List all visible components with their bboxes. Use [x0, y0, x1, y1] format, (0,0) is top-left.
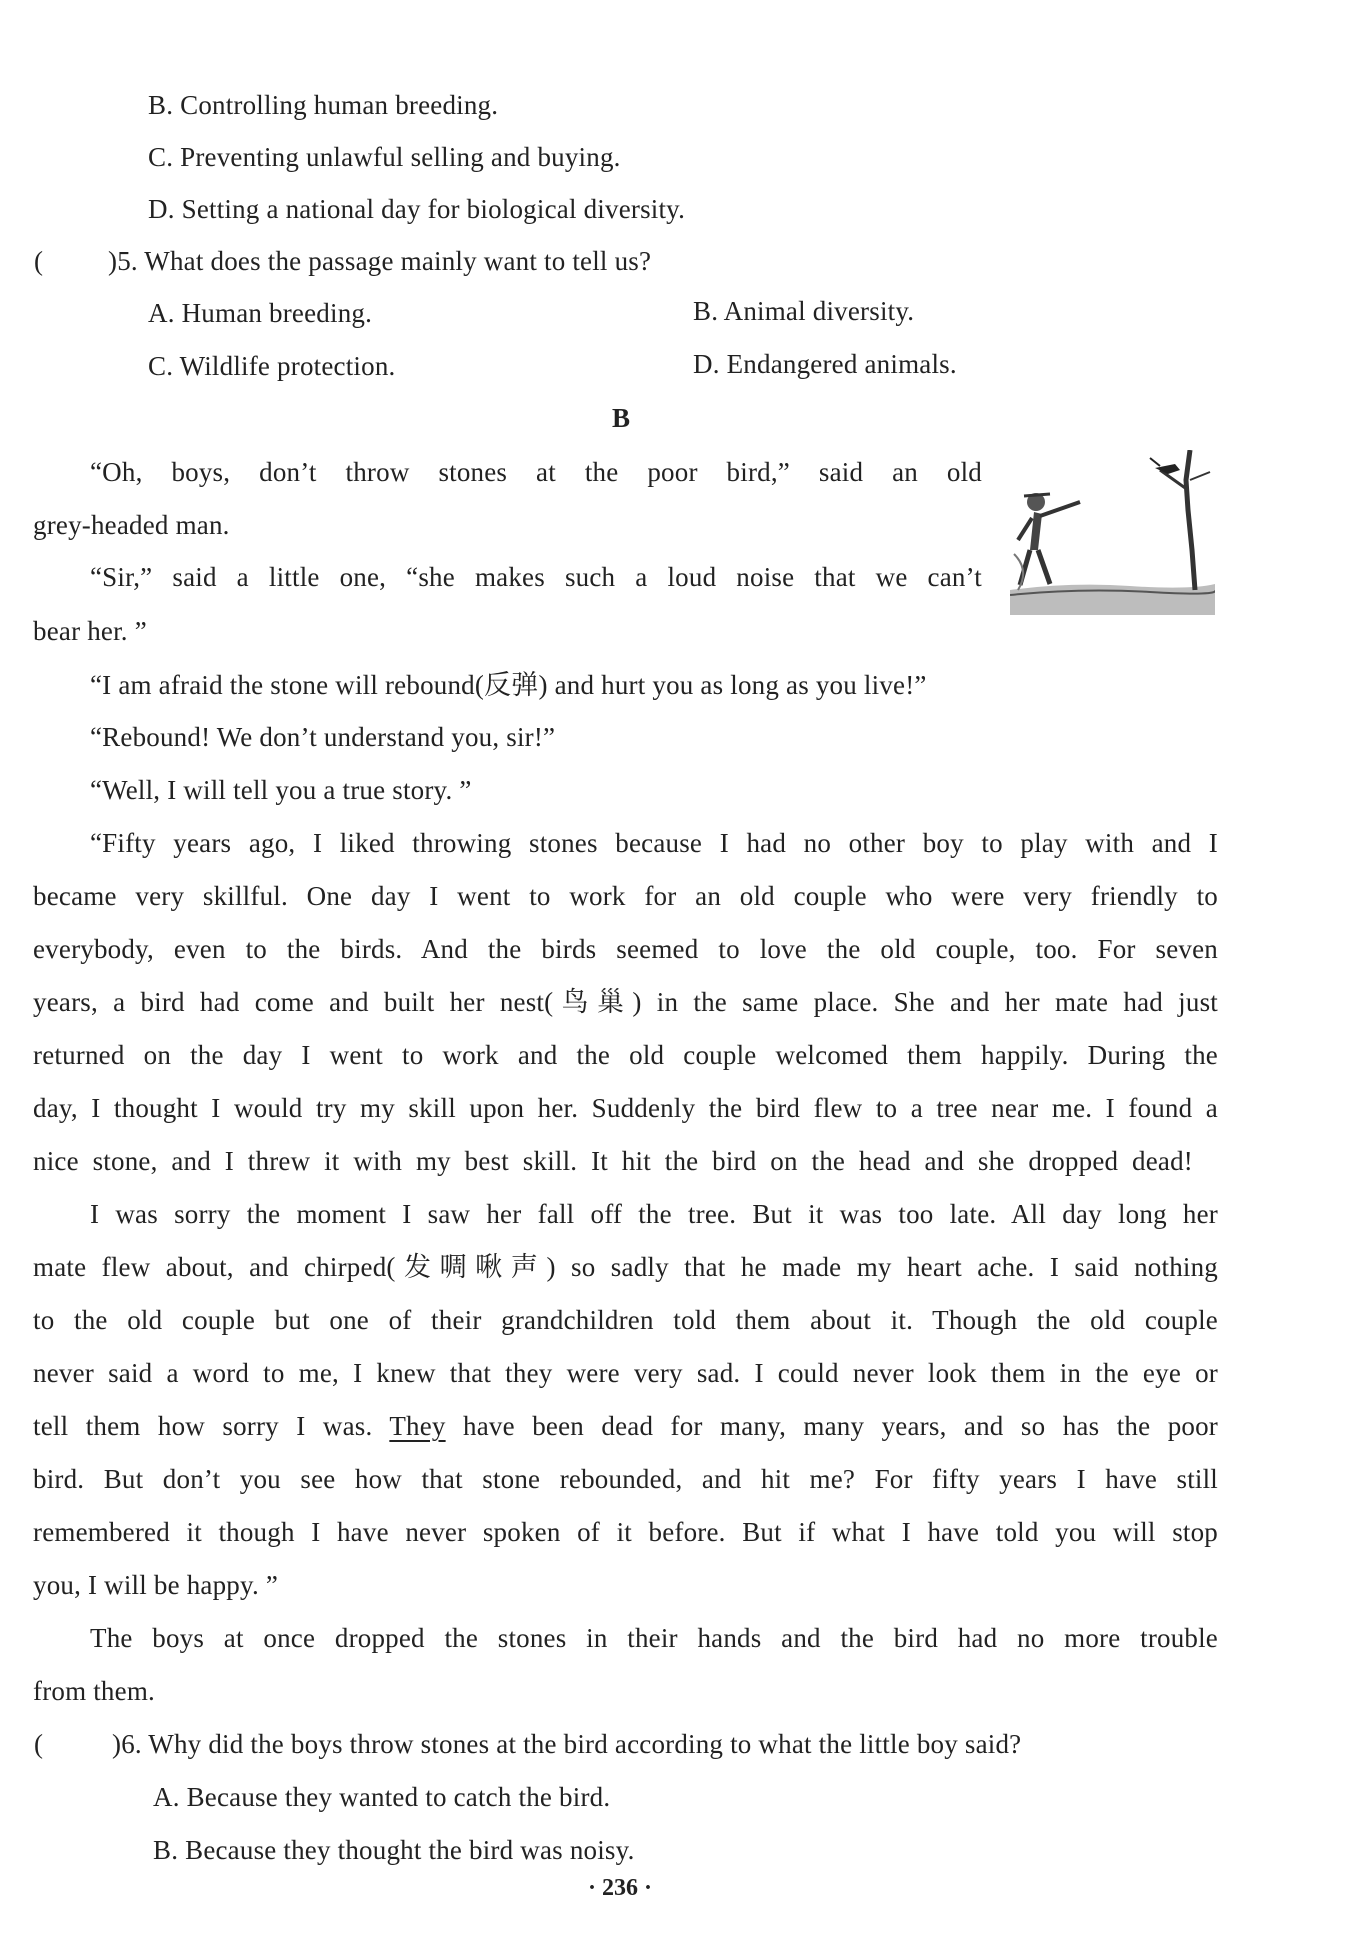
- passage-line: returned on the day I went to work and the old couple welcomed them happily. During the: [33, 1040, 1218, 1070]
- q4-option-b: B. Controlling human breeding.: [148, 90, 499, 120]
- passage-line: bear her. ”: [33, 616, 147, 646]
- passage-line: “I am afraid the stone will rebound(反弹) and hurt you as long as you live!”: [90, 670, 927, 700]
- passage-text: tell them how sorry I was.: [33, 1411, 390, 1441]
- passage-line: became very skillful. One day I went to work for an old couple who were very friendly to: [33, 881, 1218, 911]
- q6-option-a: A. Because they wanted to catch the bird.: [153, 1782, 611, 1812]
- passage-line: bird. But don’t you see how that stone rebounded, and hit me? For fifty years I have still: [33, 1464, 1218, 1494]
- passage-line: The boys at once dropped the stones in their hands and the bird had no more trouble: [90, 1623, 1218, 1653]
- passage-line: nice stone, and I threw it with my best skill. It hit the bird on the head and she dropped dead!: [33, 1146, 1193, 1176]
- passage-line: “Fifty years ago, I liked throwing stones because I had no other boy to play with and I: [90, 828, 1218, 858]
- q5-option-b: B. Animal diversity.: [693, 296, 915, 326]
- q6-option-b: B. Because they thought the bird was noisy.: [153, 1835, 635, 1865]
- passage-line: everybody, even to the birds. And the birds seemed to love the old couple, too. For seven: [33, 934, 1218, 964]
- passage-line: remembered it though I have never spoken of it before. But if what I have told you will stop: [33, 1517, 1218, 1547]
- q5-option-a: A. Human breeding.: [148, 298, 373, 328]
- passage-line: “Sir,” said a little one, “she makes such a loud noise that we can’t: [90, 562, 982, 592]
- passage-line: mate flew about, and chirped(发啁啾声) so sadly that he made my heart ache. I said nothing: [33, 1252, 1218, 1282]
- passage-line: day, I thought I would try my skill upon her. Suddenly the bird flew to a tree near me. I found a: [33, 1093, 1218, 1123]
- section-title: B: [612, 403, 631, 433]
- passage-line: “Rebound! We don’t understand you, sir!”: [90, 722, 556, 752]
- passage-line: “Oh, boys, don’t throw stones at the poor bird,” said an old: [90, 457, 982, 487]
- passage-line: “Well, I will tell you a true story. ”: [90, 775, 472, 805]
- q4-option-c: C. Preventing unlawful selling and buying.: [148, 142, 621, 172]
- q5-answer-blank: (: [34, 246, 43, 276]
- passage-line: I was sorry the moment I saw her fall off the tree. But it was too late. All day long her: [90, 1199, 1218, 1229]
- q5-stem: )5. What does the passage mainly want to tell us?: [108, 246, 652, 276]
- passage-line: grey-headed man.: [33, 510, 230, 540]
- underlined-word-they: They: [389, 1411, 446, 1441]
- passage-text: have been dead for many, many years, and so has the poor: [445, 1411, 1219, 1441]
- passage-line: never said a word to me, I knew that they were very sad. I could never look them in the eye or: [33, 1358, 1218, 1388]
- passage-line: [33, 1409, 1218, 1443]
- q4-option-d: D. Setting a national day for biological diversity.: [148, 194, 686, 224]
- page-number: · 236 ·: [587, 1875, 652, 1901]
- passage-line: you, I will be happy. ”: [33, 1570, 279, 1600]
- q5-option-d: D. Endangered animals.: [693, 349, 957, 379]
- passage-line: from them.: [33, 1676, 155, 1706]
- boy-throwing-stone-illustration: [1010, 450, 1215, 615]
- passage-line: to the old couple but one of their grandchildren told them about it. Though the old couple: [33, 1305, 1218, 1335]
- passage-line: years, a bird had come and built her nest(鸟巢) in the same place. She and her mate had just: [33, 987, 1218, 1017]
- q6-stem: )6. Why did the boys throw stones at the bird according to what the little boy said?: [112, 1729, 1022, 1759]
- q6-answer-blank: (: [34, 1729, 43, 1759]
- q5-option-c: C. Wildlife protection.: [148, 351, 396, 381]
